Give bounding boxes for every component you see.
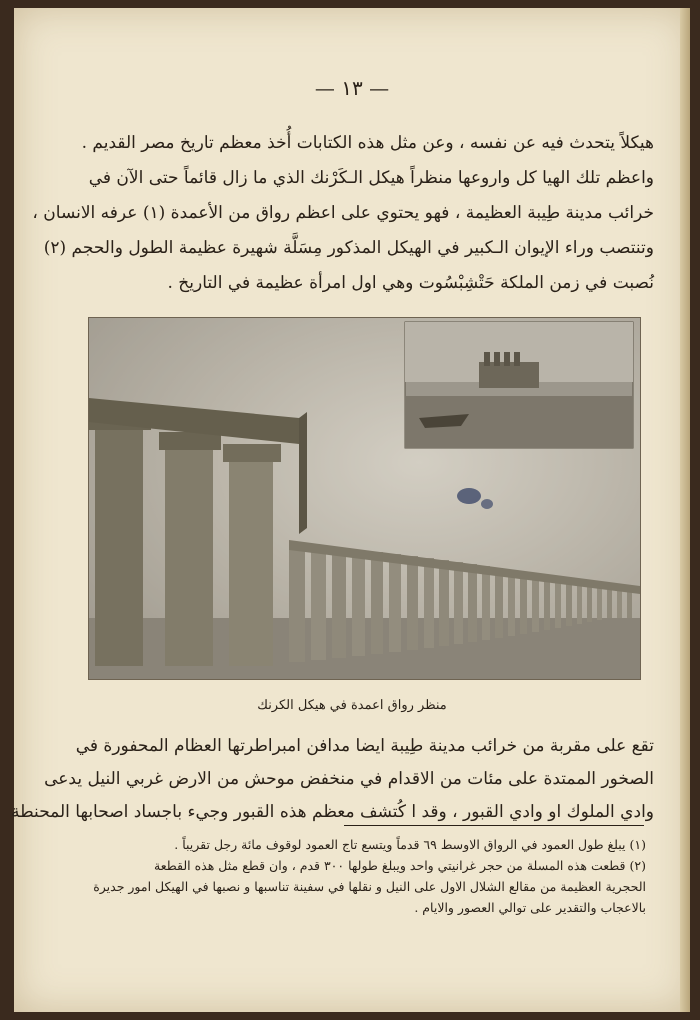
text-line: وادي الملوك او وادي القبور ، وقد ا كُتشف معظم هذه القبور وجيء باجساد اصحابها المحنطة xyxy=(11,802,654,822)
footnote-divider xyxy=(344,825,644,826)
paragraph-valley-of-kings xyxy=(11,730,654,829)
text-line: نُصبت في زمن الملكة حَتْشِبْسُوت وهي اول امرأة عظيمة في التاريخ . xyxy=(167,273,654,293)
text-line: وتنتصب وراء الإيوان الـكبير في الهيكل المذكور مِسَلَّة شهيرة عظيمة الطول والحجم (٢) xyxy=(43,238,654,258)
footnote-line: (٢) قطعت هذه المسلة من حجر غرانيتي واحد ويبلغ طولها ٣٠٠ قدم ، وان قطع مثل هذه القطعة xyxy=(154,858,646,873)
karnak-colonnade-photo xyxy=(88,317,641,680)
page-number: — ١٣ — xyxy=(314,76,390,100)
photo-illustration xyxy=(89,318,640,679)
footnote-line: بالاعجاب والتقدير على توالي العصور والايام . xyxy=(414,900,646,915)
figure-caption: منظر رواق اعمدة في هيكل الكرنك xyxy=(257,698,447,713)
book-page xyxy=(11,8,690,1012)
page-spine-edge xyxy=(680,8,690,1012)
text-line: خرائب مدينة طِيبة العظيمة ، فهو يحتوي على اعظم رواق من الأعمدة (١) عرفه الانسان ، xyxy=(32,203,654,223)
paragraph-karnak-intro xyxy=(32,126,654,301)
footnote-line: الحجرية العظيمة من مقالع الشلال الاول على النيل و نقلها في سفينة تناسبها و نصبها في الهيكل امور جديرة xyxy=(93,879,646,894)
text-line: هيكلاً يتحدث فيه عن نفسه ، وعن مثل هذه الكتابات أُخذ معظم تاريخ مصر القديم . xyxy=(81,133,654,153)
text-line: تقع على مقربة من خرائب مدينة طِيبة ايضا مدافن امبراطرتها العظام المحفورة في xyxy=(75,736,654,756)
text-line: الصخور الممتدة على مئات من الاقدام في منخفض موحش من الارض غربي النيل يدعى xyxy=(44,769,654,789)
footnote-line: (١) يبلغ طول العمود في الرواق الاوسط ٦٩ قدماً ويتسع تاج العمود لوقوف مائة رجل تقريباً . xyxy=(174,837,646,852)
text-line: واعظم تلك الهيا كل واروعها منظراً هيكل الـكَرْنك الذي ما زال قائماً حتى الآن في xyxy=(88,168,654,188)
footnotes xyxy=(76,834,646,918)
